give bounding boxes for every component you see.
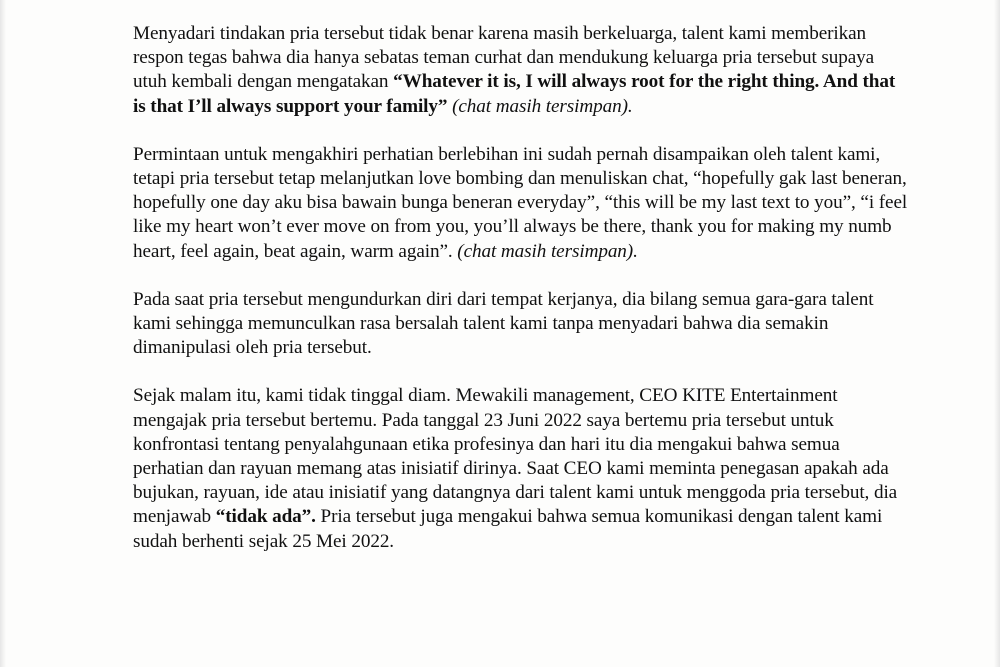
paragraph-1-text: Menyadari tindakan pria tersebut tidak benar karena masih berkeluarga, talent kami memberikan respon tegas bahwa dia hanya sebatas teman curhat dan mendukung keluarga pria tersebut supaya utuh kembali dengan mengatakan <box>133 23 875 93</box>
paragraph-4-answer: “tidak ada”. <box>215 506 316 528</box>
paragraph-2 <box>133 143 908 264</box>
paragraph-3 <box>133 288 908 361</box>
page-edge-left <box>0 0 6 667</box>
paragraph-1-quote: “Whatever it is, I will always root for the right thing. And that is that I’ll always support your family” <box>133 71 896 117</box>
paragraph-4-tail: Pria tersebut juga mengakui bahwa semua komunikasi dengan talent kami sudah berhenti sejak 25 Mei 2022. <box>133 506 883 552</box>
paragraph-4-text: Sejak malam itu, kami tidak tinggal diam. Mewakili management, CEO KITE Entertainment mengajak pria tersebut bertemu. Pada tanggal 23 Juni 2022 saya bertemu pria tersebut untuk konfrontasi tentang penyalahgunaan etika profesinya dan hari itu dia mengakui bahwa semua perhatian dan rayuan memang atas inisiatif dirinya. Saat CEO kami meminta penegasan apakah ada bujukan, rayuan, ide atau inisiatif yang datangnya dari talent kami untuk menggoda pria tersebut, dia menjawab <box>133 385 898 528</box>
paragraph-3-text: Pada saat pria tersebut mengundurkan diri dari tempat kerjanya, dia bilang semua gara-gara talent kami sehingga memunculkan rasa bersalah talent kami tanpa menyadari bahwa dia semakin dimanipulasi oleh pria tersebut. <box>133 288 874 359</box>
paragraph-4 <box>133 384 908 553</box>
document-body <box>133 22 908 554</box>
page-edge-right <box>994 0 1000 667</box>
paragraph-1-note: (chat masih tersimpan). <box>447 95 633 117</box>
paragraph-1 <box>133 22 908 119</box>
paragraph-2-text: Permintaan untuk mengakhiri perhatian berlebihan ini sudah pernah disampaikan oleh talent kami, tetapi pria tersebut tetap melanjutkan love bombing dan menuliskan chat, “hopefully gak last beneran, hopefully one day aku bisa bawain bunga beneran everyday”, “this will be my last text to you”, “i feel like my heart won’t ever move on from you, you’ll always be there, thank you for making my numb heart, feel again, beat again, warm again”. <box>133 143 908 262</box>
paragraph-2-note: (chat masih tersimpan). <box>452 240 638 262</box>
